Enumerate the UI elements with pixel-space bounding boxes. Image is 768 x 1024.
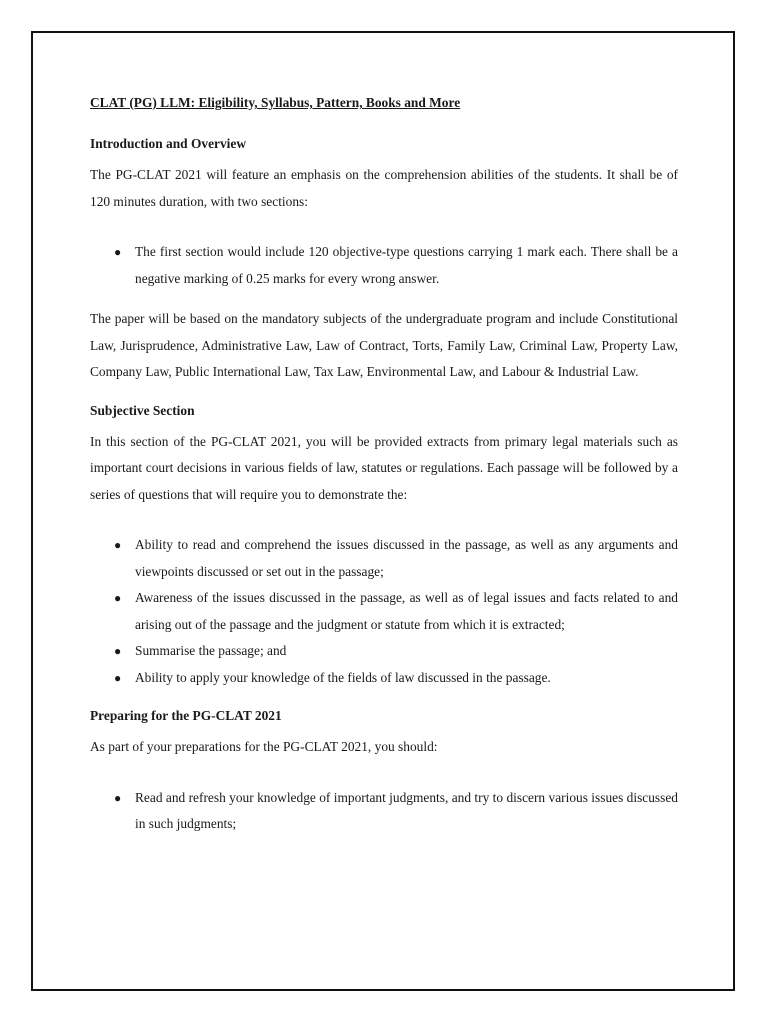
section-intro-paragraph: In this section of the PG-CLAT 2021, you will be provided extracts from primary legal materials such as important court decisions in various fields of law, statutes or regulations. Each passage will be followed by a series of questions that will require you to demonstrate the: bbox=[90, 433, 678, 502]
document-body bbox=[90, 92, 678, 852]
bullet-icon: ● bbox=[114, 670, 122, 685]
list-item bbox=[90, 532, 678, 585]
list-item-text: The first section would include 120 objective-type questions carrying 1 mark each. There shall be a negative marking of 0.25 marks for every wrong answer. bbox=[135, 244, 678, 286]
list-item bbox=[90, 638, 678, 665]
list-item bbox=[90, 785, 678, 838]
document-title: CLAT (PG) LLM: Eligibility, Syllabus, Pattern, Books and More bbox=[90, 95, 461, 110]
section-heading-preparing: Preparing for the PG-CLAT 2021 bbox=[90, 708, 282, 723]
bullet-icon: ● bbox=[114, 245, 122, 259]
section-paragraph: The paper will be based on the mandatory subjects of the undergraduate program and include Constitutional Law, Jurisprudence, Administrative Law, Law of Contract, Torts, Family Law, Criminal Law, Property Law, Company Law, Public International Law, Tax Law, Environmental Law, and Labour & Industrial Law. bbox=[90, 311, 678, 379]
list-item-text: Summarise the passage; and bbox=[135, 643, 287, 658]
list-item bbox=[90, 585, 678, 638]
section-intro-paragraph: As part of your preparations for the PG-CLAT 2021, you should: bbox=[90, 739, 438, 754]
list-item bbox=[90, 239, 678, 292]
list-item bbox=[90, 665, 678, 692]
list-item-text: Read and refresh your knowledge of important judgments, and try to discern various issues discussed in such judgments; bbox=[135, 789, 678, 831]
section-intro-paragraph: The PG-CLAT 2021 will feature an emphasis on the comprehension abilities of the students. It shall be of 120 minutes duration, with two sections: bbox=[90, 167, 678, 209]
section-heading-introduction: Introduction and Overview bbox=[90, 136, 246, 151]
bullet-icon: ● bbox=[114, 644, 122, 658]
bullet-list bbox=[90, 239, 678, 292]
bullet-icon: ● bbox=[114, 591, 122, 605]
bullet-icon: ● bbox=[114, 790, 122, 805]
list-item-text: Ability to apply your knowledge of the fields of law discussed in the passage. bbox=[135, 669, 551, 685]
bullet-list bbox=[90, 532, 678, 691]
section-heading-subjective: Subjective Section bbox=[90, 402, 195, 418]
list-item-text: Ability to read and comprehend the issues discussed in the passage, as well as any arguments and viewpoints discussed or set out in the passage; bbox=[135, 537, 678, 579]
bullet-icon: ● bbox=[114, 538, 122, 552]
bullet-list bbox=[90, 785, 678, 838]
list-item-text: Awareness of the issues discussed in the passage, as well as of legal issues and facts related to and arising out of the passage and the judgment or statute from which it is extracted; bbox=[135, 590, 678, 632]
